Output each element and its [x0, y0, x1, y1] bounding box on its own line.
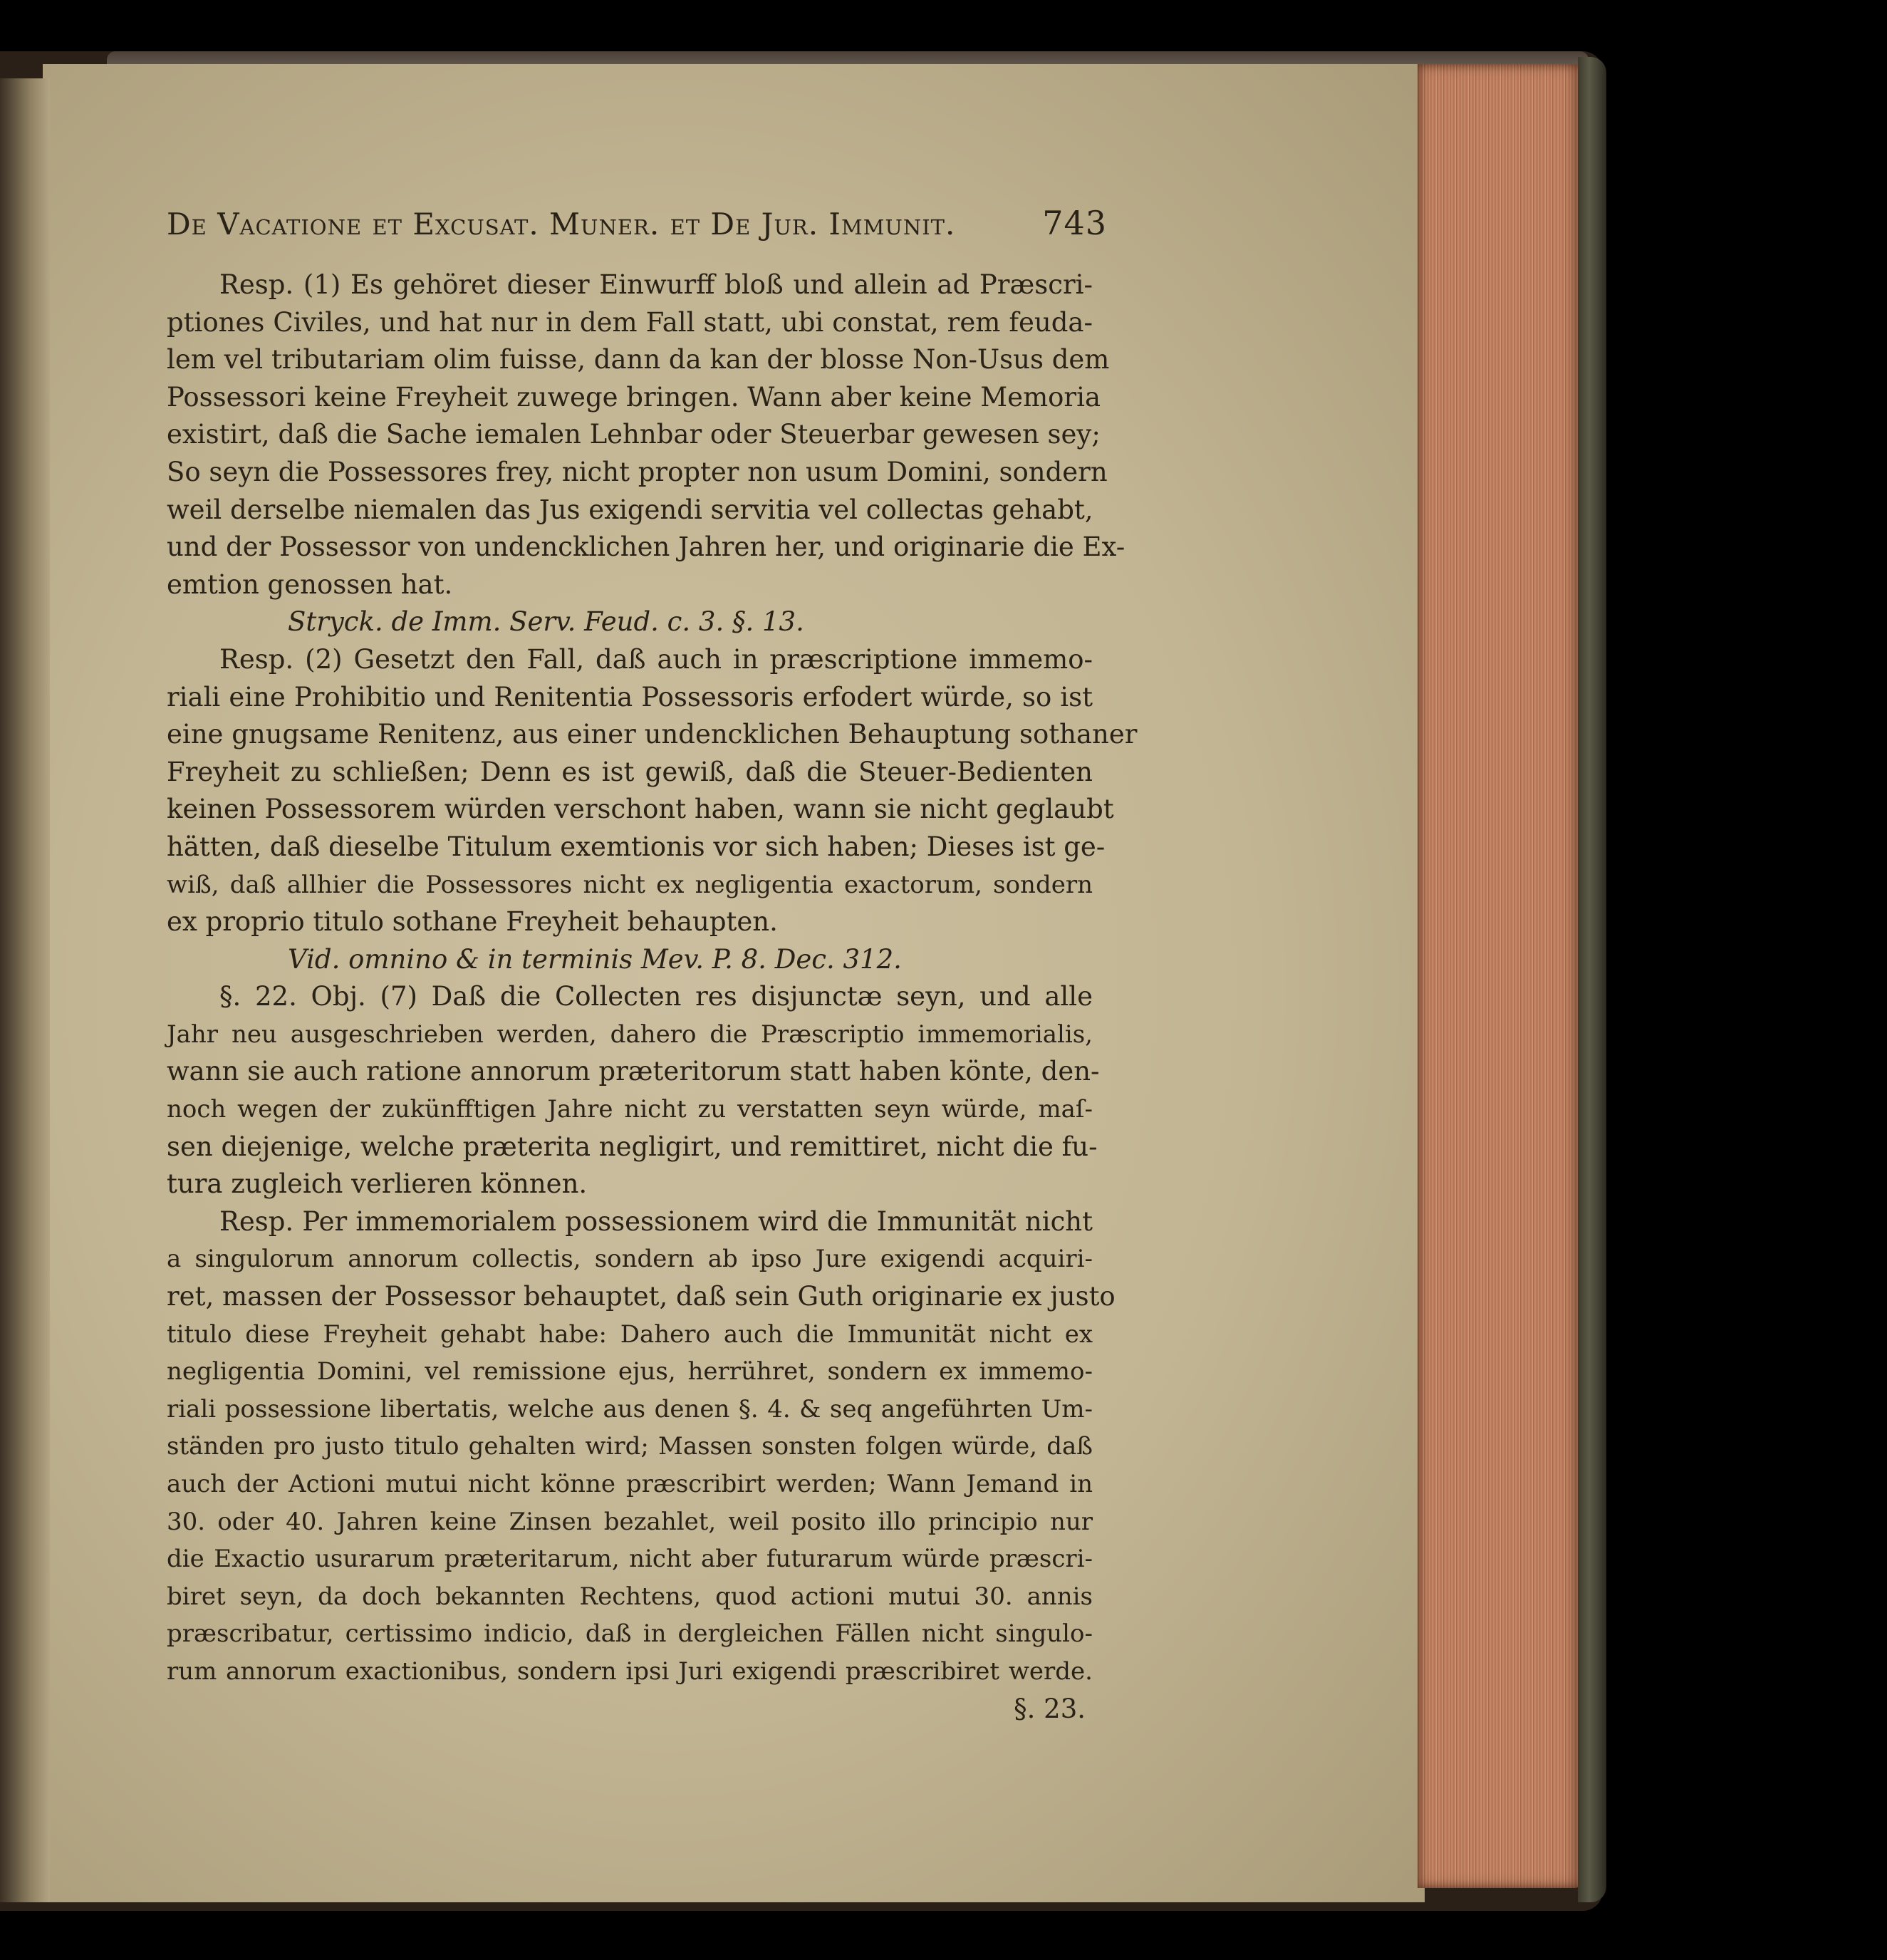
text-line: præscribatur, certissimo indicio, daß in dergleichen Fällen nicht singulo- [167, 1619, 1093, 1649]
text-line: negligentia Domini, vel remissione ejus, herrühret, sondern ex immemo- [167, 1357, 1093, 1386]
text-line: Possessori keine Freyheit zuwege bringen. Wann aber keine Memoria [167, 381, 1101, 413]
text-line: eine gnugsame Renitenz, aus einer undencklichen Behauptung sothaner [167, 719, 1138, 750]
citation-line: Vid. omnino & in terminis Mev. P. 8. Dec. 312. [288, 943, 902, 975]
text-line: So seyn die Possessores frey, nicht propter non usum Domini, sondern [167, 456, 1108, 487]
text-line: §. 22. Obj. (7) Daß die Collecten res disjunctæ seyn, und alle [219, 981, 1093, 1012]
text-line: auch der Actioni mutui nicht könne præscribirt werden; Wann Jemand in [167, 1470, 1093, 1498]
text-line: Resp. (2) Gesetzt den Fall, daß auch in præscriptione immemo- [219, 643, 1093, 675]
text-line: noch wegen der zukünfftigen Jahre nicht zu verstatten seyn würde, maſ- [167, 1095, 1093, 1124]
text-line: keinen Possessorem würden verschont haben, wann sie nicht geglaubt [167, 794, 1114, 825]
citation-line: Stryck. de Imm. Serv. Feud. c. 3. §. 13. [288, 606, 804, 638]
text-line: und der Possessor von undencklichen Jahren her, und originarie die Ex- [167, 532, 1126, 563]
text-line: riali eine Prohibitio und Renitentia Possessoris erfodert würde, so ist [167, 681, 1093, 712]
text-line: 30. oder 40. Jahren keine Zinsen bezahlet, weil posito illo principio nur [167, 1507, 1093, 1536]
text-line: wann sie auch ratione annorum præteritorum statt haben könte, den- [167, 1056, 1100, 1087]
text-line: die Exactio usurarum præteritarum, nicht aber futurarum würde præscri- [167, 1545, 1093, 1574]
text-line: biret seyn, da doch bekannten Rechtens, quod actioni mutui 30. annis [167, 1582, 1093, 1611]
text-line: existirt, daß die Sache iemalen Lehnbar oder Steuerbar gewesen sey; [167, 419, 1101, 450]
text-line: riali possessione libertatis, welche aus denen §. 4. & seq angeführten Um- [167, 1394, 1093, 1424]
text-line: a singulorum annorum collectis, sondern ab ipso Jure exigendi acquiri- [167, 1245, 1093, 1274]
text-line: ptiones Civiles, und hat nur in dem Fall statt, ubi constat, rem feuda- [167, 306, 1093, 338]
page-fore-edge [1418, 64, 1581, 1888]
text-line: Freyheit zu schließen; Denn es ist gewiß, daß die Steuer-Bedienten [167, 756, 1093, 787]
book-cover-right-edge [1578, 57, 1606, 1902]
running-head [167, 204, 1107, 254]
text-line: Resp. Per immemorialem possessionem wird die Immunität nicht [219, 1205, 1093, 1237]
text-line: sen diejenige, welche præterita negligirt, und remittiret, nicht die fu- [167, 1131, 1098, 1162]
running-head-title: De Vacatione et Excusat. Muner. et De Jur. Immunit. [167, 207, 956, 242]
page-gutter-shadow [0, 78, 50, 1902]
text-line: rum annorum exactionibus, sondern ipsi Juri exigendi præscribiret werde. [167, 1656, 1093, 1686]
page-text-block [167, 204, 1138, 1728]
text-line: ret, massen der Possessor behauptet, daß sein Guth originarie ex justo [167, 1281, 1116, 1312]
text-line: titulo diese Freyheit gehabt habe: Dahero auch die Immunität nicht ex [167, 1319, 1093, 1349]
text-line: Resp. (1) Es gehöret dieser Einwurff bloß und allein ad Præscri- [219, 269, 1093, 300]
text-line: Jahr neu ausgeschrieben werden, dahero die Præscriptio immemorialis, [167, 1020, 1093, 1049]
text-line: weil derselbe niemalen das Jus exigendi servitia vel collectas gehabt, [167, 494, 1093, 525]
text-line: emtion genossen hat. [167, 569, 453, 600]
text-line: wiß, daß allhier die Possessores nicht ex negligentia exactorum, sondern [167, 870, 1093, 899]
text-line: ex proprio titulo sothane Freyheit behaupten. [167, 906, 778, 938]
catchword: §. 23. [1014, 1693, 1086, 1724]
text-line: ständen pro justo titulo gehalten wird; Massen sonsten folgen würde, daß [167, 1432, 1093, 1461]
text-line: tura zugleich verlieren können. [167, 1168, 588, 1200]
text-line: hätten, daß dieselbe Titulum exemtionis vor sich haben; Dieses ist ge- [167, 831, 1106, 862]
page-number: 743 [1042, 204, 1107, 242]
text-line: lem vel tributariam olim fuisse, dann da kan der blosse Non-Usus dem [167, 344, 1110, 375]
